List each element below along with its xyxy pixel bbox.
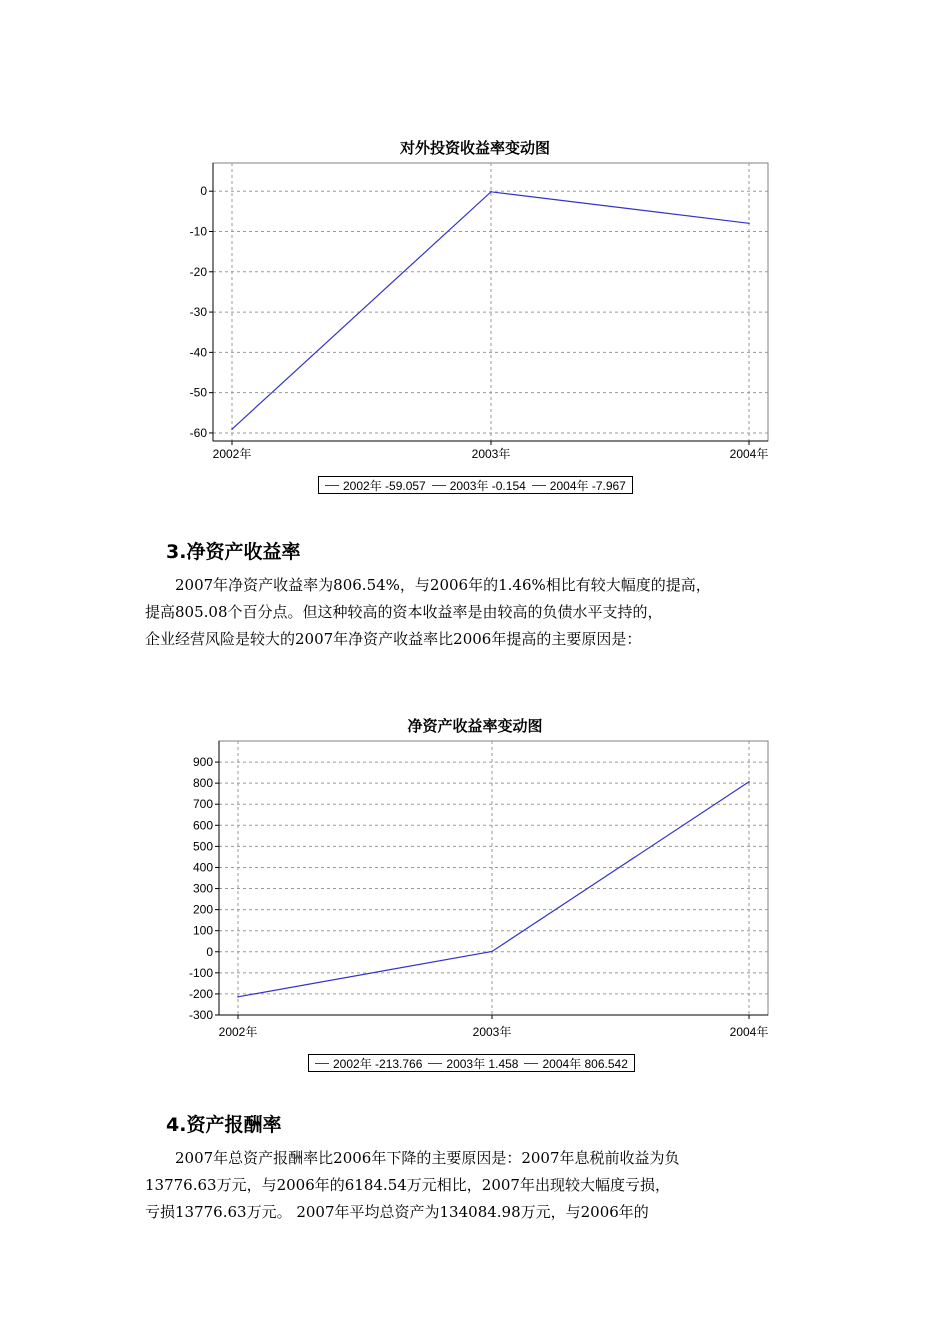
section3-heading: 3.净资产收益率	[166, 541, 301, 563]
y-tick-label: 800	[192, 776, 213, 791]
y-tick-label: -20	[189, 264, 207, 279]
data-point	[231, 428, 233, 430]
y-tick-label: -40	[189, 345, 207, 360]
section4-paragraph	[145, 1145, 825, 1226]
chart2-legend	[308, 1054, 635, 1072]
section3-line-2: 提高805.08个百分点。但这种较高的资本收益率是由较高的负债水平支持的，	[145, 603, 663, 621]
legend-label: 2003年 -0.154	[449, 478, 526, 493]
x-tick-label: 2004年	[729, 447, 769, 461]
legend-swatch	[524, 1063, 538, 1064]
y-tick-label: 700	[192, 797, 213, 812]
section3-paragraph	[145, 572, 825, 653]
x-tick-label: 2002年	[218, 1025, 258, 1039]
data-point	[748, 223, 750, 225]
legend-item	[532, 477, 626, 494]
legend-swatch	[532, 485, 546, 486]
plot-frame	[219, 741, 768, 1015]
legend-item	[432, 477, 526, 494]
section3-line-3: 企业经营风险是较大的2007年净资产收益率比2006年提高的主要原因是：	[145, 630, 642, 648]
legend-item	[325, 477, 426, 494]
legend-item	[315, 1055, 422, 1072]
y-tick-label: 400	[192, 860, 213, 875]
legend-label: 2002年 -59.057	[343, 478, 426, 493]
legend-swatch	[432, 485, 446, 486]
legend-item	[428, 1055, 518, 1072]
data-point	[237, 996, 239, 998]
y-tick-label: 0	[206, 944, 213, 959]
chart1-title: 对外投资收益率变动图	[399, 139, 550, 157]
legend-label: 2002年 -213.766	[333, 1056, 423, 1071]
chart2-title: 净资产收益率变动图	[407, 717, 543, 735]
x-tick-label: 2002年	[212, 447, 252, 461]
legend-label: 2003年 1.458	[446, 1056, 519, 1071]
x-tick-label: 2003年	[472, 1025, 512, 1039]
y-tick-label: -300	[188, 1008, 213, 1022]
data-point	[490, 191, 492, 193]
legend-swatch	[325, 485, 339, 486]
y-tick-label: -200	[188, 986, 213, 1001]
legend-item	[524, 1055, 627, 1072]
data-point	[748, 781, 750, 783]
chart2-plot	[0, 738, 950, 1053]
section4-line-1: 2007年总资产报酬率比2006年下降的主要原因是：2007年息税前收益为负	[175, 1149, 680, 1167]
y-tick-label: -100	[188, 965, 213, 980]
y-tick-label: 100	[192, 923, 213, 938]
section4-line-3: 亏损13776.63万元。 2007年平均总资产为134084.98万元，与2006年的	[145, 1203, 649, 1221]
y-tick-label: -10	[189, 224, 207, 239]
y-tick-label: -30	[189, 305, 207, 320]
y-tick-label: -60	[189, 425, 207, 440]
x-tick-label: 2003年	[471, 447, 511, 461]
section3-line-1: 2007年净资产收益率为806.54%，与2006年的1.46%相比有较大幅度的提高，	[175, 576, 711, 594]
section4-line-2: 13776.63万元，与2006年的6184.54万元相比，2007年出现较大幅度亏损，	[145, 1176, 670, 1194]
legend-swatch	[428, 1063, 442, 1064]
chart1-plot	[0, 160, 950, 490]
y-tick-label: 0	[200, 184, 207, 199]
section4-heading: 4.资产报酬率	[166, 1114, 282, 1136]
y-tick-label: 200	[192, 902, 213, 917]
legend-label: 2004年 -7.967	[549, 478, 626, 493]
y-tick-label: -50	[189, 385, 207, 400]
y-tick-label: 600	[192, 818, 213, 833]
x-tick-label: 2004年	[729, 1025, 769, 1039]
y-tick-label: 300	[192, 881, 213, 896]
legend-swatch	[315, 1063, 329, 1064]
chart1-legend	[318, 476, 633, 494]
y-tick-label: 500	[192, 839, 213, 854]
y-tick-label: 900	[192, 755, 213, 770]
legend-label: 2004年 806.542	[542, 1056, 628, 1071]
data-point	[491, 951, 493, 953]
